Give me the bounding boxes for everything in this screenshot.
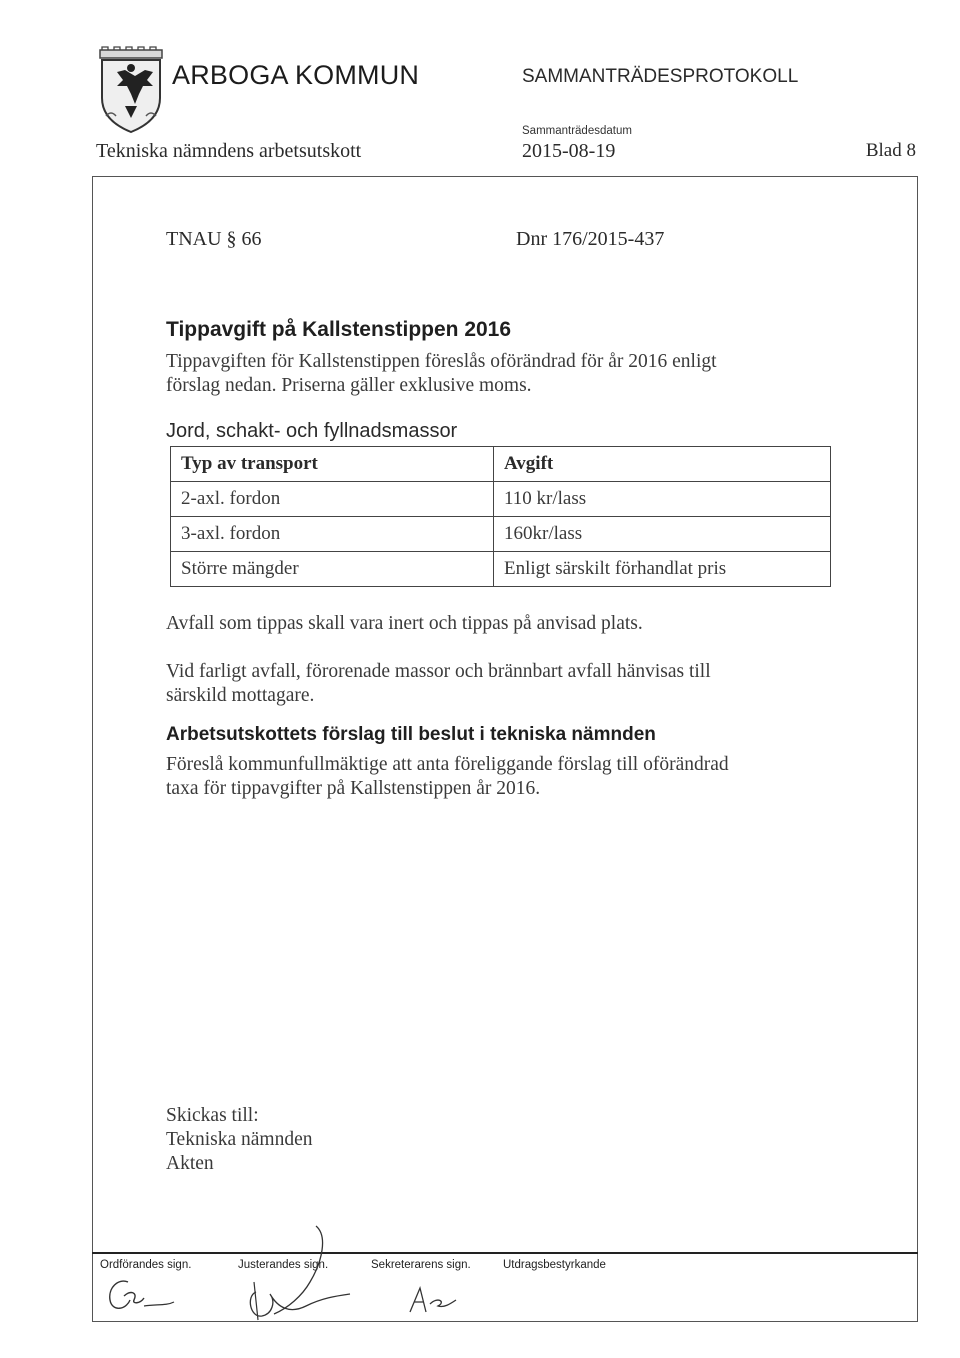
attestation-label: Utdragsbestyrkande xyxy=(503,1259,606,1271)
secretary-signature-label: Sekreterarens sign. xyxy=(371,1259,471,1271)
page-number: Blad 8 xyxy=(865,140,916,161)
coat-of-arms-logo xyxy=(96,46,166,136)
table-row xyxy=(171,552,831,587)
fee-table xyxy=(170,446,831,587)
table-row xyxy=(171,482,831,517)
meeting-date: 2015-08-19 xyxy=(522,140,616,162)
adjuster-signature-label: Justerandes sign. xyxy=(238,1259,329,1271)
table-row xyxy=(171,517,831,552)
meeting-date-label: Sammanträdesdatum xyxy=(522,125,632,137)
transport-cell: Större mängder xyxy=(171,552,494,587)
column-header-fee: Avgift xyxy=(494,447,831,482)
distribution-recipient: Tekniska nämnden xyxy=(166,1129,313,1150)
organization-name: ARBOGA KOMMUN xyxy=(172,60,420,90)
proposal-line-1: Föreslå kommunfullmäktige att anta föreliggande förslag till oförändrad xyxy=(166,754,729,775)
section-title: Tippavgift på Kallstenstippen 2016 xyxy=(166,318,512,341)
fee-cell: 160kr/lass xyxy=(494,517,831,552)
case-number: Dnr 176/2015-437 xyxy=(516,228,665,250)
note-hazardous-line-1: Vid farligt avfall, förorenade massor och brännbart avfall hänvisas till xyxy=(166,661,711,682)
proposal-heading: Arbetsutskottets förslag till beslut i tekniska nämnden xyxy=(166,724,656,745)
distribution-recipient: Akten xyxy=(166,1153,214,1174)
document-type: SAMMANTRÄDESPROTOKOLL xyxy=(522,66,799,87)
column-header-transport: Typ av transport xyxy=(171,447,494,482)
note-hazardous-line-2: särskild mottagare. xyxy=(166,685,315,706)
proposal-line-2: taxa för tippavgifter på Kallstenstippen år 2016. xyxy=(166,778,541,799)
fee-cell: Enligt särskilt förhandlat pris xyxy=(494,552,831,587)
committee-name: Tekniska nämndens arbetsutskott xyxy=(96,140,362,162)
chair-signature xyxy=(100,1270,190,1318)
intro-line-2: förslag nedan. Priserna gäller exklusive moms. xyxy=(166,375,532,396)
signature-divider xyxy=(92,1252,918,1254)
distribution-label: Skickas till: xyxy=(166,1105,259,1126)
transport-cell: 2-axl. fordon xyxy=(171,482,494,517)
adjuster-signature xyxy=(232,1222,362,1324)
table-header-row xyxy=(171,447,831,482)
fee-cell: 110 kr/lass xyxy=(494,482,831,517)
transport-cell: 3-axl. fordon xyxy=(171,517,494,552)
paragraph-reference: TNAU § 66 xyxy=(166,228,262,250)
chair-signature-label: Ordförandes sign. xyxy=(100,1259,192,1271)
secretary-signature xyxy=(404,1282,464,1316)
intro-line-1: Tippavgiften för Kallstenstippen föreslås oförändrad för år 2016 enligt xyxy=(166,351,717,372)
table-heading: Jord, schakt- och fyllnadsmassor xyxy=(166,420,458,442)
note-inert-waste: Avfall som tippas skall vara inert och tippas på anvisad plats. xyxy=(166,613,643,634)
